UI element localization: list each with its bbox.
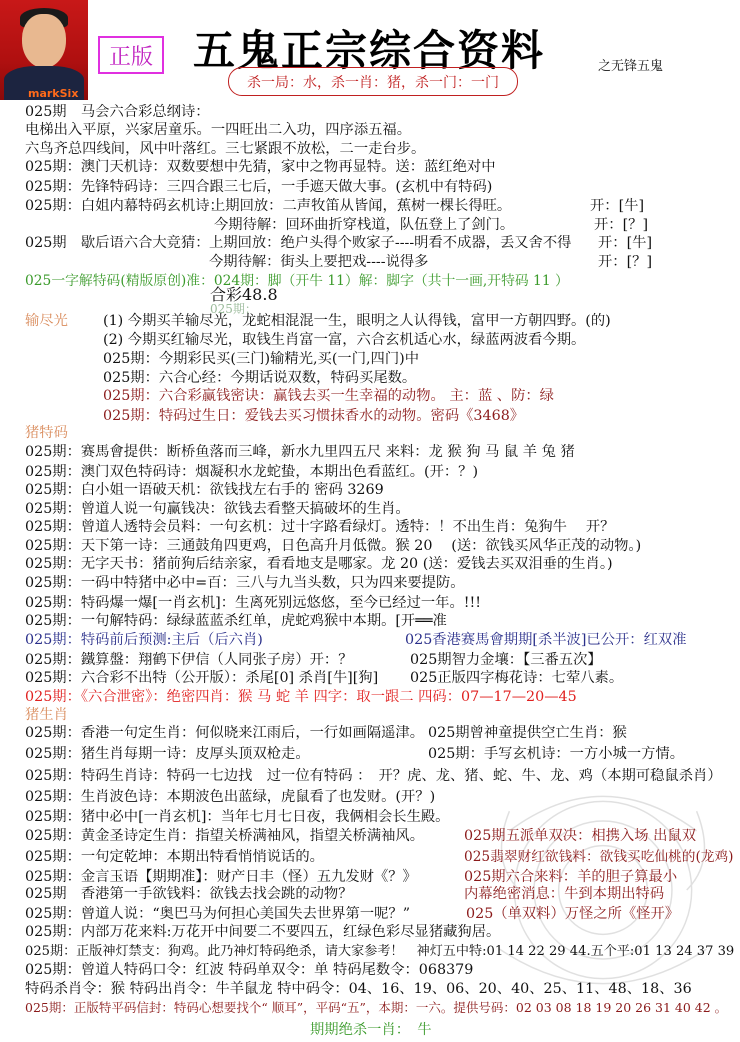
official-badge: 正版 xyxy=(98,36,164,74)
text-line: 025期：曾道人透特会员料：一句玄机：过十字路看绿灯。透特：！不出生肖：兔狗牛 开？ xyxy=(25,519,615,535)
text-line: 025期：内部万花来料:万花开中间要二不要四五，红绿色彩尽显猪藏狗居。 xyxy=(25,924,501,940)
text-line: 025期：曾道人说一句赢钱决：欲钱去看整天搞破坏的生肖。 xyxy=(25,501,410,517)
text-line: 输尽光 xyxy=(25,313,68,329)
text-line: (2) 今期买红输尽光，取钱生肖富一富，六合玄机适心水，绿蓝两波看今期。 xyxy=(103,332,586,348)
marksix-logo: markSix xyxy=(28,87,79,100)
text-line: 025期：特码前后预测:主后（后六肖) xyxy=(25,632,263,648)
text-line: 025期：特码过生日：爱钱去买习惯抹香水的动物。密码《3468》 xyxy=(103,408,525,424)
text-line: 025期：曾道人说：“奥巴马为何担心美国失去世界第一呢？” xyxy=(25,906,411,922)
text-line: (1) 今期买羊输尽光，龙蛇相混混一生，眼明之人认得钱，富甲一方朝四野。(的) xyxy=(103,313,611,329)
header-photo xyxy=(0,0,88,100)
text-line: 025期：白姐内幕特码玄机诗： xyxy=(25,198,224,214)
text-line: 025期：正版神灯禁支：狗鸡。此乃神灯特码绝杀，请大家参考！ 神灯五中特:01 14 22 29 44.五个平:01 13 24 37 39 xyxy=(25,944,735,959)
text-line: 开：[牛] xyxy=(590,198,645,214)
text-line: 025期： xyxy=(210,302,257,316)
text-line: 上期回放：二声牧笛从皆闻，蕉树一棵长得旺。 xyxy=(211,198,512,214)
text-line: 025期：手写玄机诗：一方小城一方情。 xyxy=(428,746,685,762)
text-line: 025期：特码生肖诗：特码一七边找 过一位有特码 ： 开？虎、龙、猪、蛇、牛、龙、鸡（本期可稳鼠杀肖） xyxy=(25,768,722,784)
text-line: 025期：六合心经：今期话说双数，特码买尾数。 xyxy=(103,370,417,386)
text-line: 025期：赛馬會提供：断桥鱼落而三峰，新水九里四五尺 来料：龙 猴 狗 马 鼠 羊 兔 猪 xyxy=(25,444,575,460)
text-line: 025期：猪中必中[一肖玄机]：当年七月七日夜，我俩相会长生殿。 xyxy=(25,809,450,825)
text-line: 025期曾神童提供空亡生肖：猴 xyxy=(428,725,627,741)
text-line: 025期：猪生肖每期一诗：皮厚头顶双枪走。 xyxy=(25,746,310,762)
text-line: 025期：先锋特码诗：三四合跟三七后，一手遮天做大事。(玄机中有特码) xyxy=(25,179,493,195)
text-line: 电梯出入平原，兴家居童乐。一四旺出二入功，四序添五福。 xyxy=(25,122,412,138)
text-line: 今期待解：回环曲折穿栈道，队伍登上了剑门。 xyxy=(214,217,515,233)
text-line: 025期：六合彩赢钱密诀：赢钱去买一生幸福的动物。 主：蓝 、防：绿 xyxy=(103,388,554,404)
text-line: 025期：生肖波色诗：本期波色出蓝绿，虎鼠看了也发财。(开？) xyxy=(25,789,436,805)
text-line: 025期：天下第一诗：三通鼓角四更鸡，日色高升月低微。猴 20 (送：欲钱买风华正茂的动物。) xyxy=(25,538,642,554)
text-line: 025期：今期彩民买(三门)输精光,买(一门,四门)中 xyxy=(103,351,420,367)
text-line: 猪生肖 xyxy=(25,707,68,723)
text-line: 今期待解：街头上要把戏----说得多 xyxy=(209,254,429,270)
text-line: 025期 马会六合彩总纲诗： xyxy=(25,104,210,120)
text-line: 合彩48.8 xyxy=(210,285,278,304)
text-line: 025期：六合彩不出特（公开版）：杀尾[0] 杀肖[牛][狗] xyxy=(25,670,379,686)
text-line: 开：[？] xyxy=(598,254,653,270)
kill-summary: 杀一局：水，杀一肖：猪，杀一门：一门 xyxy=(228,67,518,96)
text-line: 025期：黄金圣诗定生肖：指望关桥满袖风，指望关桥满袖风。 xyxy=(25,828,425,844)
text-line: 025（单双料）万怪之所《怪开》 xyxy=(466,906,680,922)
text-line: 025期：鐵算盤：翔鹤下伊信（人同张子房）开：？ xyxy=(25,652,353,668)
text-line: 025期 香港第一手欲钱料：欲钱去找会跳的动物？ xyxy=(25,886,353,902)
text-line: 025期：香港一句定生肖：何似晓来江雨后，一行如画隔遥津。 xyxy=(25,725,425,741)
text-line: 025期：正版特平码信封：特码心想要找个“ 顺耳”，平码“五”，本期：一六。提供号码：02 03 08 18 19 20 26 31 40 42 。 xyxy=(25,1000,728,1015)
text-line: 025期：一码中特猪中必中=百：三八与九当头数，只为四来要提防。 xyxy=(25,575,465,591)
text-line: 025期：无字天书：猪前狗后结亲家，看看地支是哪家。龙 20 (送：爱钱去买双泪垂的生肖。) xyxy=(25,556,613,572)
text-line: 期期绝杀一肖： 牛 xyxy=(310,1022,432,1038)
text-line: 025期：澳门天机诗：双数要想中先猜，家中之物再显特。送：蓝红绝对中 xyxy=(25,159,496,175)
text-line: 025期：特码爆一爆[一肖玄机]：生离死别远悠悠，至今已经过一年。!!! xyxy=(25,595,481,611)
text-line: 025期：一句解特码：绿绿蓝蓝杀红单，虎蛇鸡猴中本期。[开══准 xyxy=(25,613,447,629)
text-line: 025期：白小姐一语破天机：欲钱找左右手的 密码 3269 xyxy=(25,482,384,498)
text-line: 上期回放：绝户头得个败家子----明看不成器，丢又舍不得 xyxy=(209,235,572,251)
text-line: 025期：一句定乾坤：本期出特看悄悄说话的。 xyxy=(25,849,324,865)
text-line: 猪特码 xyxy=(25,425,68,441)
text-line: 025期：曾道人特码口令：红波 特码单双令：单 特码尾数令：068379 xyxy=(25,962,474,978)
text-line: 025香港赛馬會期期[杀半波]已公开：红双准 xyxy=(405,632,687,648)
text-line: 025一字解特码(精版原创)准：024期：脚（开牛 11）解：脚字（共十一画,开特码 11 ） xyxy=(25,273,569,289)
text-line: 内幕绝密消息：牛到本期出特码 xyxy=(464,886,665,902)
page-title: 五鬼正宗综合资料 xyxy=(193,26,546,75)
text-line: 025正版四字梅花诗：七荤八素。 xyxy=(410,670,624,686)
text-line: 开：[牛] xyxy=(598,235,653,251)
text-line: 025翡翠财红欲钱料：欲钱买吃仙桃的(龙鸡) xyxy=(464,849,734,865)
text-line: 025期智力金壤：【三番五次】 xyxy=(410,652,602,668)
text-line: 025期 歇后语六合大竞猜： xyxy=(25,235,210,251)
photo-face xyxy=(22,14,66,68)
text-line: 开：[？] xyxy=(594,217,649,233)
text-line: 六鸟齐总四线间，风中叶落红。三七紧跟不放松，二一走台步。 xyxy=(25,141,426,157)
text-line: 025期：《六合泄密》：绝密四肖：猴 马 蛇 羊 四字：取一跟二 四码：07—17—20—45 xyxy=(25,689,577,705)
text-line: 025期：澳门双色特码诗：烟凝积水龙蛇蛰，本期出色看蓝红。(开：？) xyxy=(25,464,479,480)
text-line: 025期六合来料：羊的胆子算最小 xyxy=(464,869,678,885)
text-line: 特码杀肖令：猴 特码出肖令：牛羊鼠龙 特中码令：04、16、19、06、20、40、25、11、48、18、36 xyxy=(25,981,692,997)
text-line: 025期五派单双决：相携入场 出鼠双 xyxy=(464,828,696,844)
text-line: 025期：金言玉语【期期准】：财产日丰（怪）五九发财《？》 xyxy=(25,869,417,885)
page-subtitle: 之无锋五鬼 xyxy=(598,59,664,74)
